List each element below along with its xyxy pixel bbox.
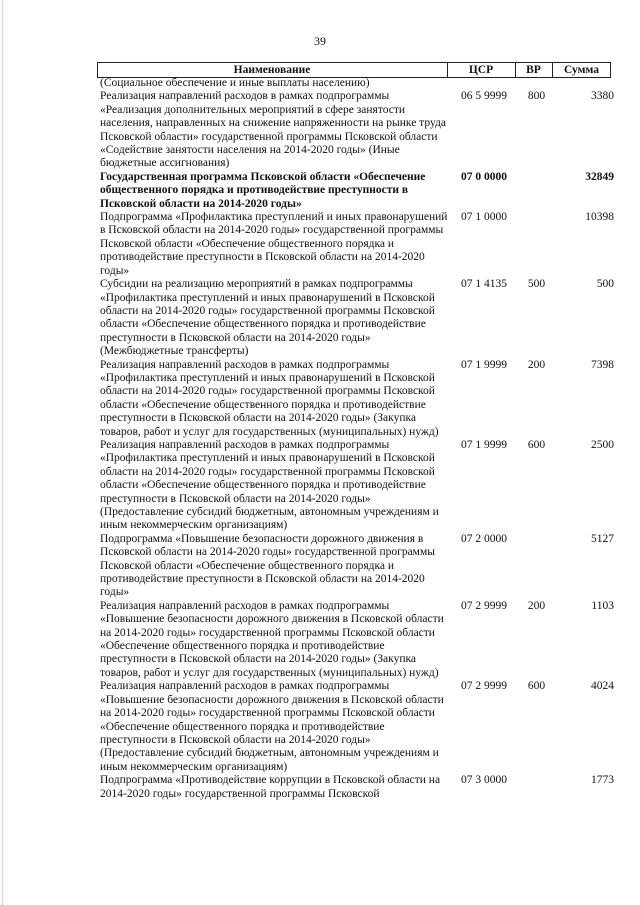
row-csr-cell: 07 2 9999 — [461, 680, 507, 693]
table-row — [97, 90, 614, 170]
row-csr-cell: 07 1 4135 — [461, 278, 507, 291]
header-csr: ЦСР — [468, 64, 494, 76]
row-sum-cell: 32849 — [585, 170, 614, 183]
row-sum-cell: 1773 — [591, 774, 614, 787]
row-csr-cell: 07 0 0000 — [461, 170, 507, 183]
row-csr-cell: 07 3 0000 — [461, 774, 507, 787]
row-name-cell: Подпрограмма «Профилактика преступлений и иных правонарушений в Псковской области на 2014-2020 годы» государственной программы Псковской области «Обеспечение общественного порядка и противодействие преступности в Псковской области на 2014-2020 годы» — [100, 211, 448, 277]
header-name: Наименование — [233, 64, 311, 76]
row-sum-cell: 7398 — [591, 358, 614, 371]
table-row — [97, 171, 614, 211]
row-csr-cell — [450, 77, 518, 90]
table-row — [97, 359, 614, 439]
row-sum-cell: 3380 — [591, 90, 614, 103]
row-csr-cell: 07 1 9999 — [461, 438, 507, 451]
row-name-cell: Государственная программа Псковской области «Обеспечение общественного порядка и противодействие преступности в Псковской области на 2014-2020 годы» — [100, 170, 426, 210]
row-sum-cell: 500 — [596, 278, 614, 291]
table-row — [97, 600, 614, 680]
row-name-cell: Реализация направлений расходов в рамках подпрограммы «Профилактика преступлений и иных правонарушений в Псковской области на 2014-2020 годы» государственной программы Псковской области «Обеспечение общественного порядка и противодействие преступности в Псковской области на 2014-2020 годы» (Предоставление субсидий бюджетным, автономным учреждениям и иным некоммерческим организациям) — [100, 438, 439, 532]
row-vr-cell: 800 — [527, 90, 546, 103]
table-row — [97, 211, 614, 278]
header-sum: Сумма — [564, 64, 599, 76]
row-name-cell: Подпрограмма «Повышение безопасности дорожного движения в Псковской области на 2014-2020 годы» государственной программы Псковской области «Обеспечение общественного порядка и противодействие преступности в Псковской области на 2014-2020 годы» — [100, 532, 435, 599]
page-scan-edge — [2, 0, 3, 905]
table-row — [97, 680, 614, 774]
row-vr-cell — [518, 211, 555, 278]
row-vr-cell: 500 — [527, 278, 546, 291]
row-sum-cell: 5127 — [591, 532, 614, 545]
row-sum-cell: 10398 — [585, 211, 614, 224]
budget-table — [97, 77, 614, 801]
table-row — [97, 774, 614, 801]
row-csr-cell: 07 2 9999 — [461, 599, 507, 612]
row-vr-cell — [518, 171, 555, 211]
row-vr-cell — [518, 77, 555, 90]
row-name-cell: Реализация направлений расходов в рамках подпрограммы «Повышение безопасности дорожного движения в Псковской области на 2014-2020 годы» государственной программы Псковской области «Обеспечение общественного порядка и противодействие преступности в Псковской области на 2014-2020 годы» (Закупка товаров, работ и услуг для государственных (муниципальных) нужд) — [100, 599, 444, 679]
row-name-cell: Реализация направлений расходов в рамках подпрограммы «Повышение безопасности дорожного движения в Псковской области на 2014-2020 годы» государственной программы Псковской области «Обеспечение общественного порядка и противодействие преступности в Псковской области на 2014-2020 годы» (Предоставление субсидий бюджетным, автономным учреждениям и иным некоммерческим организациям) — [100, 680, 444, 773]
table-row — [97, 533, 614, 600]
row-vr-cell: 600 — [527, 438, 546, 451]
row-vr-cell — [518, 533, 555, 600]
row-name-cell: Реализация направлений расходов в рамках подпрограммы «Профилактика преступлений и иных правонарушений в Псковской области на 2014-2020 годы» государственной программы Псковской области «Обеспечение общественного порядка и противодействие преступности в Псковской области на 2014-2020 годы» (Закупка товаров, работ и услуг для государственных (муниципальных) нужд) — [100, 358, 439, 438]
row-name-cell: Субсидии на реализацию мероприятий в рамках подпрограммы «Профилактика преступлений и иных правонарушений в Псковской области на 2014-2020 годы» государственной программы Псковской области «Обеспечение общественного порядка и противодействие преступности в Псковской области на 2014-2020 годы» (Межбюджетные трансферты) — [100, 278, 435, 358]
row-sum-cell: 4024 — [591, 680, 614, 693]
table-row — [97, 439, 614, 533]
row-name-cell: Реализация направлений расходов в рамках подпрограммы «Реализация дополнительных мероприятий в сфере занятости населения, направленных на снижение напряженности на рынке труда Псковской области» государственной программы Псковской области «Содействие занятости населения на 2014-2020 годы» (Иные бюджетные ассигнования) — [100, 90, 446, 170]
table-row — [97, 278, 614, 358]
row-csr-cell: 07 1 9999 — [461, 358, 507, 371]
row-name-cell: (Социальное обеспечение и иные выплаты населению) — [100, 77, 370, 89]
header-divider — [610, 63, 611, 77]
row-name-cell: Подпрограмма «Противодействие коррупции в Псковской области на 2014-2020 годы» государственной программы Псковской — [100, 774, 441, 800]
row-csr-cell: 07 1 0000 — [461, 211, 507, 224]
row-vr-cell: 200 — [527, 599, 546, 612]
table-body — [97, 77, 614, 801]
row-sum-cell: 2500 — [591, 438, 614, 451]
table-row — [97, 77, 614, 90]
row-vr-cell: 200 — [527, 358, 546, 371]
table-header — [97, 62, 611, 78]
row-sum-cell: 1103 — [591, 599, 614, 612]
row-vr-cell: 600 — [527, 680, 546, 693]
row-csr-cell: 06 5 9999 — [461, 90, 507, 103]
page-number: 39 — [314, 34, 326, 48]
row-sum-cell — [555, 77, 614, 90]
row-csr-cell: 07 2 0000 — [461, 532, 507, 545]
row-vr-cell — [518, 774, 555, 801]
header-vr: ВР — [526, 64, 541, 76]
